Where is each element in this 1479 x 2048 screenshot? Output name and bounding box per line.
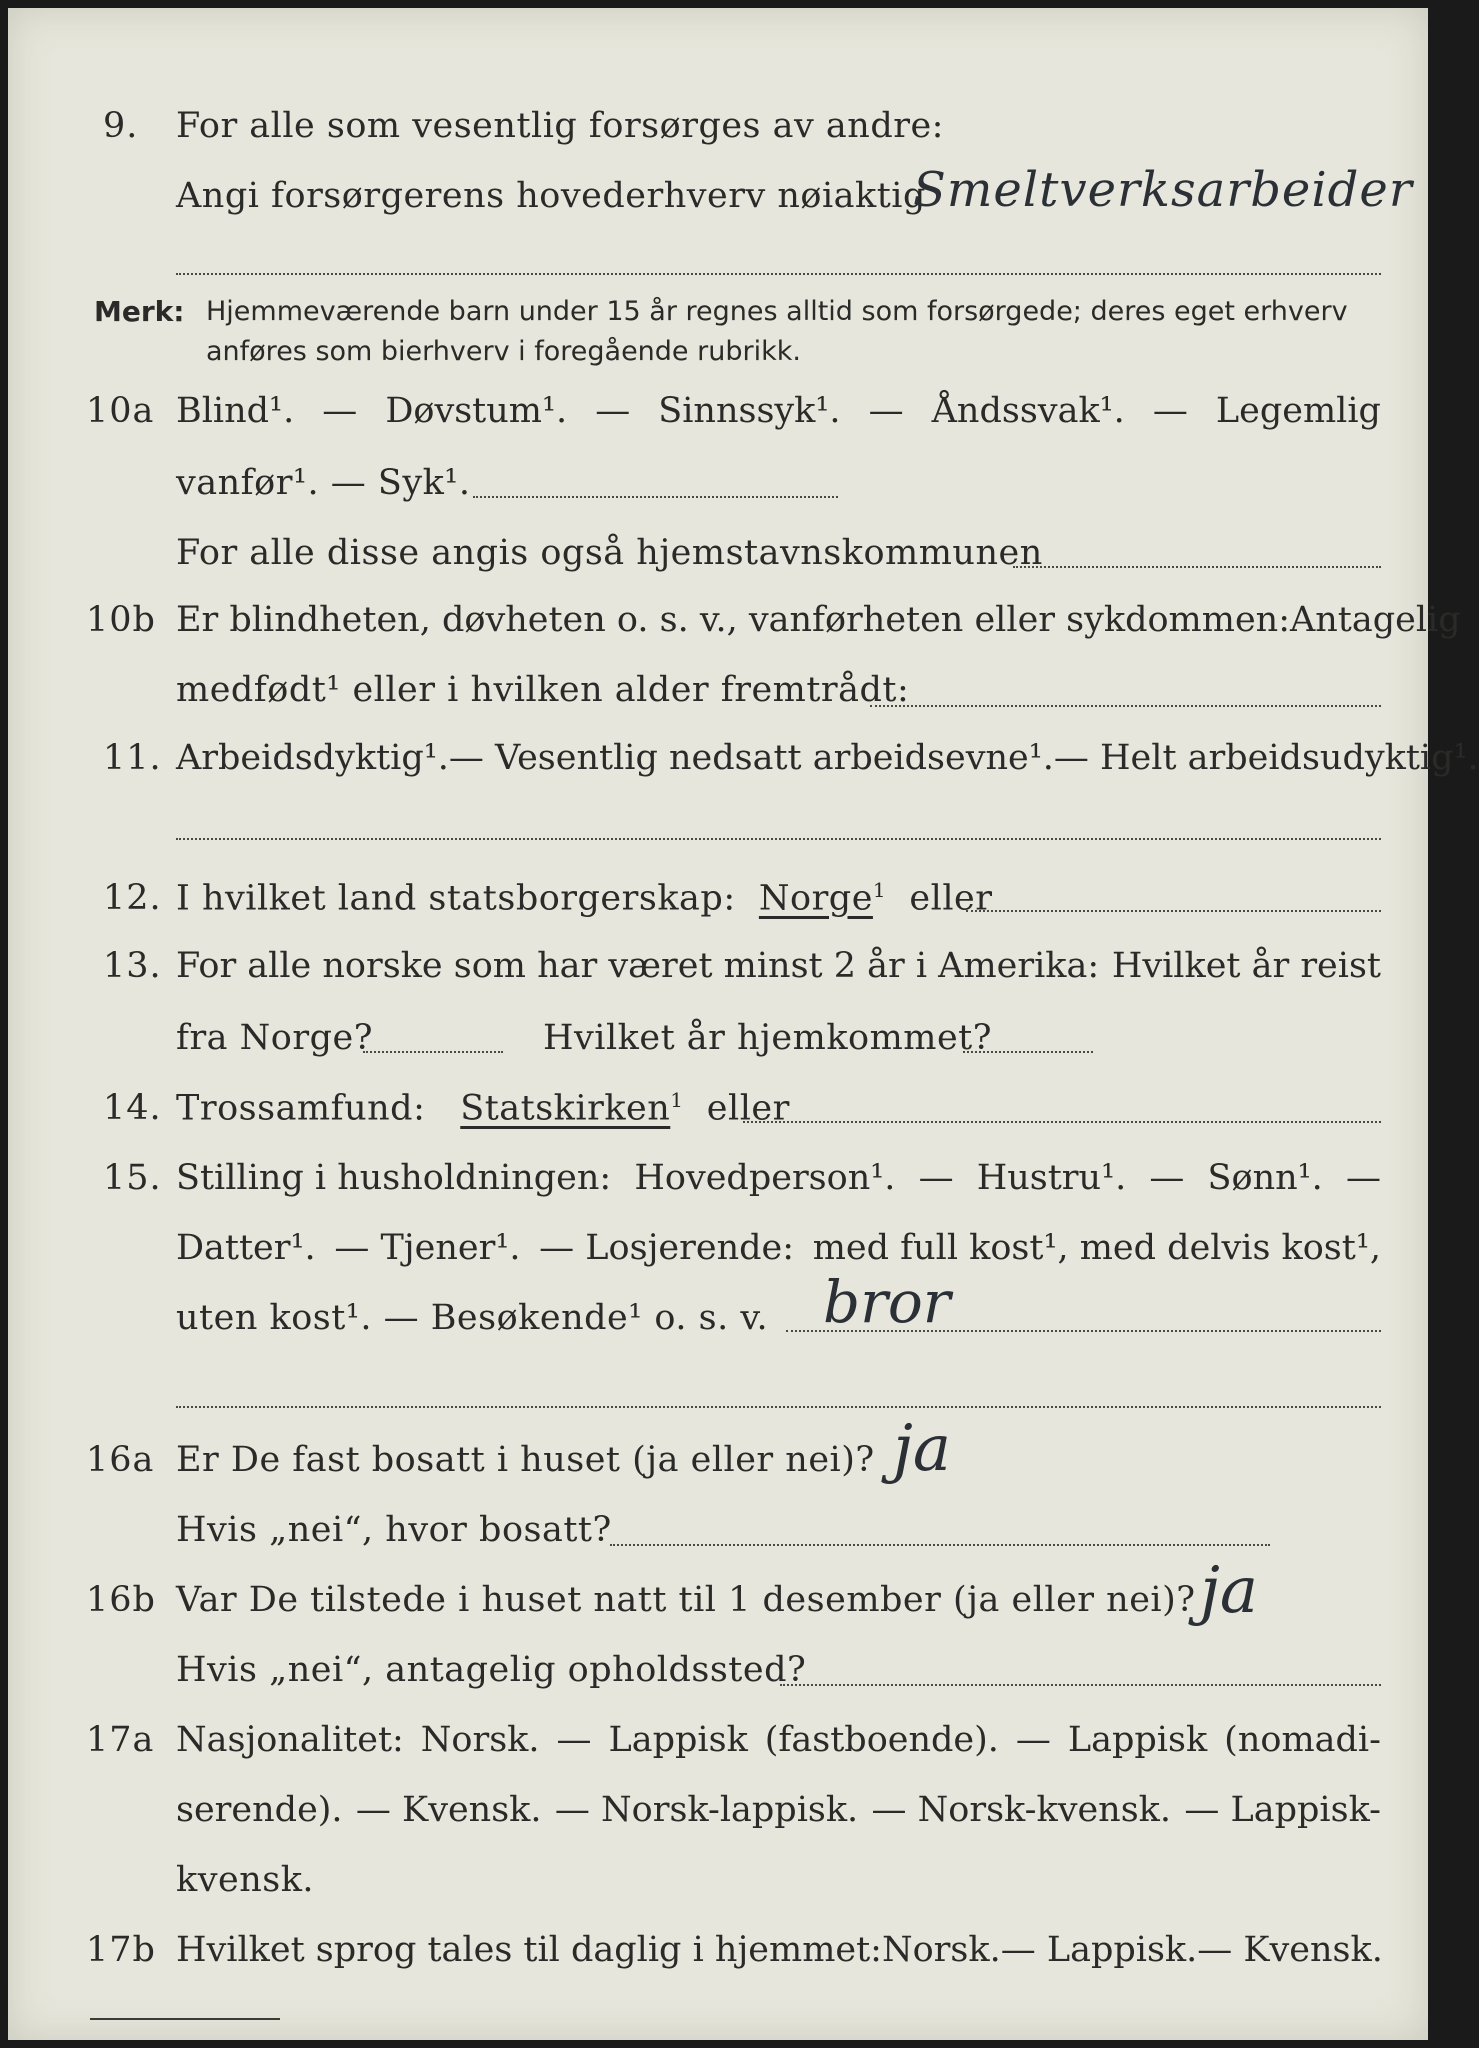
q10a-dotted-line-2[interactable] [1013,566,1381,568]
q15-text-3: uten kost¹. — Besøkende¹ o. s. v. [176,1298,769,1338]
option-nomadiserende[interactable]: (nomadi- [1224,1720,1381,1760]
q12-question: I hvilket land statsborgerskap: [176,878,736,919]
option-antagelig[interactable]: Antagelig [1289,600,1461,640]
dash: — [556,1720,592,1760]
option-andssvak[interactable]: Åndssvak¹. [931,391,1125,431]
q10b-dotted-line[interactable] [870,705,1381,707]
option-dovstum[interactable]: Døvstum¹. [385,391,568,431]
q13-row-2 [8,1018,1428,1080]
q10a-number: 10a [86,391,155,431]
q9-dotted-line [176,273,1381,275]
q13-dotted-line-2[interactable] [963,1051,1093,1053]
option-serende[interactable]: serende). [176,1790,343,1830]
q15-number: 15. [103,1158,162,1198]
q16b-row-1 [8,1554,1428,1642]
q13-text-2a: fra Norge? [176,1018,373,1058]
option-norsk-lappisk[interactable]: — Norsk-lappisk. [554,1790,859,1830]
q12-dotted-line[interactable] [966,910,1381,912]
q13-text-2b: Hvilket år hjemkommet? [543,1018,993,1058]
q15-options-2 [176,1228,1381,1268]
q14-dotted-line[interactable] [743,1121,1381,1123]
option-sonn[interactable]: Sønn¹. [1207,1158,1323,1198]
q17a-question: Nasjonalitet: [176,1720,404,1760]
option-hovedperson[interactable]: Hovedperson¹. [634,1158,896,1198]
q16b-row-2 [8,1650,1428,1712]
option-hustru[interactable]: Hustru¹. [976,1158,1127,1198]
q12-row [8,878,1428,940]
q17b-options [176,1930,1381,1970]
q10a-options-1 [176,391,1381,431]
q17b-row-1 [8,1930,1428,1992]
q13-row-1 [8,946,1428,1008]
q13-question: For alle norske som har været minst 2 år i Amerika: [176,946,1100,986]
q16b-dotted-line[interactable] [780,1684,1381,1686]
option-legemlig[interactable]: Legemlig [1215,391,1381,431]
option-norsk-kvensk[interactable]: — Norsk-kvensk. [871,1790,1172,1830]
q17a-number: 17a [86,1720,155,1760]
dash: — [322,391,358,431]
option-datter[interactable]: Datter¹. [176,1228,316,1268]
option-lappisk[interactable]: Lappisk [608,1720,748,1760]
q17b-question: Hvilket sprog tales til daglig i hjemmet: [176,1930,882,1970]
footnote-rule [90,2018,280,2020]
q16b-text-2: Hvis „nei“, antagelig opholdssted? [176,1650,807,1690]
q15-row-2 [8,1228,1428,1290]
q14-question: Trossamfund: [176,1088,426,1129]
dash: — [1152,391,1188,431]
q9-number: 9. [103,106,139,146]
q12-eller: eller [909,878,993,919]
q11-options [176,738,1479,778]
q10a-dotted-line-1[interactable] [473,496,838,498]
q16a-handwritten-answer[interactable]: ja [893,1412,951,1486]
q16a-number: 16a [86,1440,155,1480]
q17a-row-2 [8,1790,1428,1852]
q17a-row-3 [8,1860,1428,1922]
q10b-question: Er blindheten, døvheten o. s. v., vanførheten eller sykdommen: [176,600,1290,640]
q10b-number: 10b [86,600,156,640]
q16b-handwritten-answer[interactable]: ja [1200,1554,1258,1628]
option-norge-underlined[interactable]: Norge [758,878,873,919]
q9-handwritten-answer[interactable]: Smeltverksarbeider [913,162,1413,218]
q16a-row-1 [8,1412,1428,1502]
option-arbeidsudyktig[interactable]: — Helt arbeidsudyktig¹. [1053,738,1479,778]
option-kost[interactable]: med full kost¹, med delvis kost¹, [812,1228,1381,1268]
option-norsk-sprog[interactable]: Norsk. [881,1930,1001,1970]
q9-row-1 [8,106,1428,168]
census-form-page [8,8,1479,2040]
option-tjener[interactable]: — Tjener¹. [334,1228,521,1268]
option-kvensk[interactable]: — Kvensk. [355,1790,542,1830]
dash: — [918,1158,954,1198]
footnote-marker: 1 [872,878,887,902]
option-losjerende[interactable]: — Losjerende: [539,1228,795,1268]
option-blind[interactable]: Blind¹. [176,391,295,431]
option-statskirken-underlined[interactable]: Statskirken [460,1088,671,1129]
q15-question: Stilling i husholdningen: [176,1158,612,1198]
q10a-text-3: For alle disse angis også hjemstavnskommunen [176,533,1043,573]
q17b-number: 17b [86,1930,156,1970]
q10b-row-1 [8,600,1461,662]
q17a-options-2 [176,1790,1381,1830]
q11-dotted-line[interactable] [176,838,1381,840]
q13-number: 13. [103,946,162,986]
q12-number: 12. [103,878,162,918]
q10a-row-3 [8,533,1428,595]
q12-text [176,878,992,919]
merk-text-2: anføres som bierhverv i foregående rubrikk. [206,336,801,367]
q13-dotted-line-1[interactable] [363,1051,503,1053]
q9-row-2 [8,162,1428,238]
q15-options-1 [176,1158,1381,1198]
q17a-text-3: kvensk. [176,1860,315,1900]
option-norsk[interactable]: Norsk. [420,1720,540,1760]
option-fastboende[interactable]: (fastboende). [764,1720,999,1760]
q14-row [8,1088,1428,1150]
option-lappisk-2[interactable]: Lappisk [1067,1720,1208,1760]
q9-text-1: For alle som vesentlig forsørges av andre: [176,106,944,146]
q17a-options-1 [176,1720,1381,1760]
q16a-text-2: Hvis „nei“, hvor bosatt? [176,1510,612,1550]
q15-row-3 [8,1268,1428,1360]
q16a-dotted-line[interactable] [610,1544,1270,1546]
q14-text [176,1088,790,1129]
option-lappisk-kvensk[interactable]: — Lappisk- [1184,1790,1381,1830]
option-nedsatt[interactable]: — Vesentlig nedsatt arbeidsevne¹. [448,738,1054,778]
dash: — [595,391,631,431]
q17a-row-1 [8,1720,1428,1782]
dash: — [1149,1158,1185,1198]
footnote-marker: 1 [670,1088,684,1112]
q13-year-left: Hvilket år reist [1111,946,1381,986]
q10b-text-1 [176,600,1461,640]
dash: — [1015,1720,1051,1760]
q15-handwritten-answer[interactable]: bror [823,1268,951,1336]
q14-number: 14. [103,1088,162,1128]
option-sinnssyk[interactable]: Sinnssyk¹. [658,391,841,431]
q15-dotted-line-2[interactable] [176,1406,1381,1408]
merk-text-1 [206,296,1381,327]
q16b-number: 16b [86,1580,156,1620]
option-arbeidsdyktig[interactable]: Arbeidsdyktig¹. [176,738,449,778]
q10a-row-1 [8,391,1428,453]
q16a-text-1: Er De fast bosatt i huset (ja eller nei)? [176,1440,875,1480]
q16b-text-1: Var De tilstede i huset natt til 1 desember (ja eller nei)? [176,1580,1196,1620]
q13-text-1 [176,946,1381,986]
option-lappisk-sprog[interactable]: — Lappisk. [1000,1930,1198,1970]
q14-eller: eller [706,1088,790,1129]
merk-line-1: Hjemmeværende barn under 15 år regnes alltid som forsørgede; deres eget erhverv [206,296,1348,327]
q10b-text-2: medfødt¹ eller i hvilken alder fremtrådt: [176,670,910,710]
dash: — [868,391,904,431]
q10a-row-2 [8,463,1428,525]
q15-row-1 [8,1158,1428,1220]
option-kvensk-sprog[interactable]: — Kvensk. [1197,1930,1383,1970]
dash: — [1345,1158,1381,1198]
q10a-text-2: vanfør¹. — Syk¹. [176,463,471,503]
q11-row-1 [8,738,1479,800]
q9-text-2: Angi forsørgerens hovederhverv nøiaktig [176,176,926,216]
merk-label: Merk: [94,295,185,328]
q11-number: 11. [103,738,162,778]
q15-dotted-line-1[interactable] [786,1330,1381,1332]
q10b-row-2 [8,670,1428,732]
